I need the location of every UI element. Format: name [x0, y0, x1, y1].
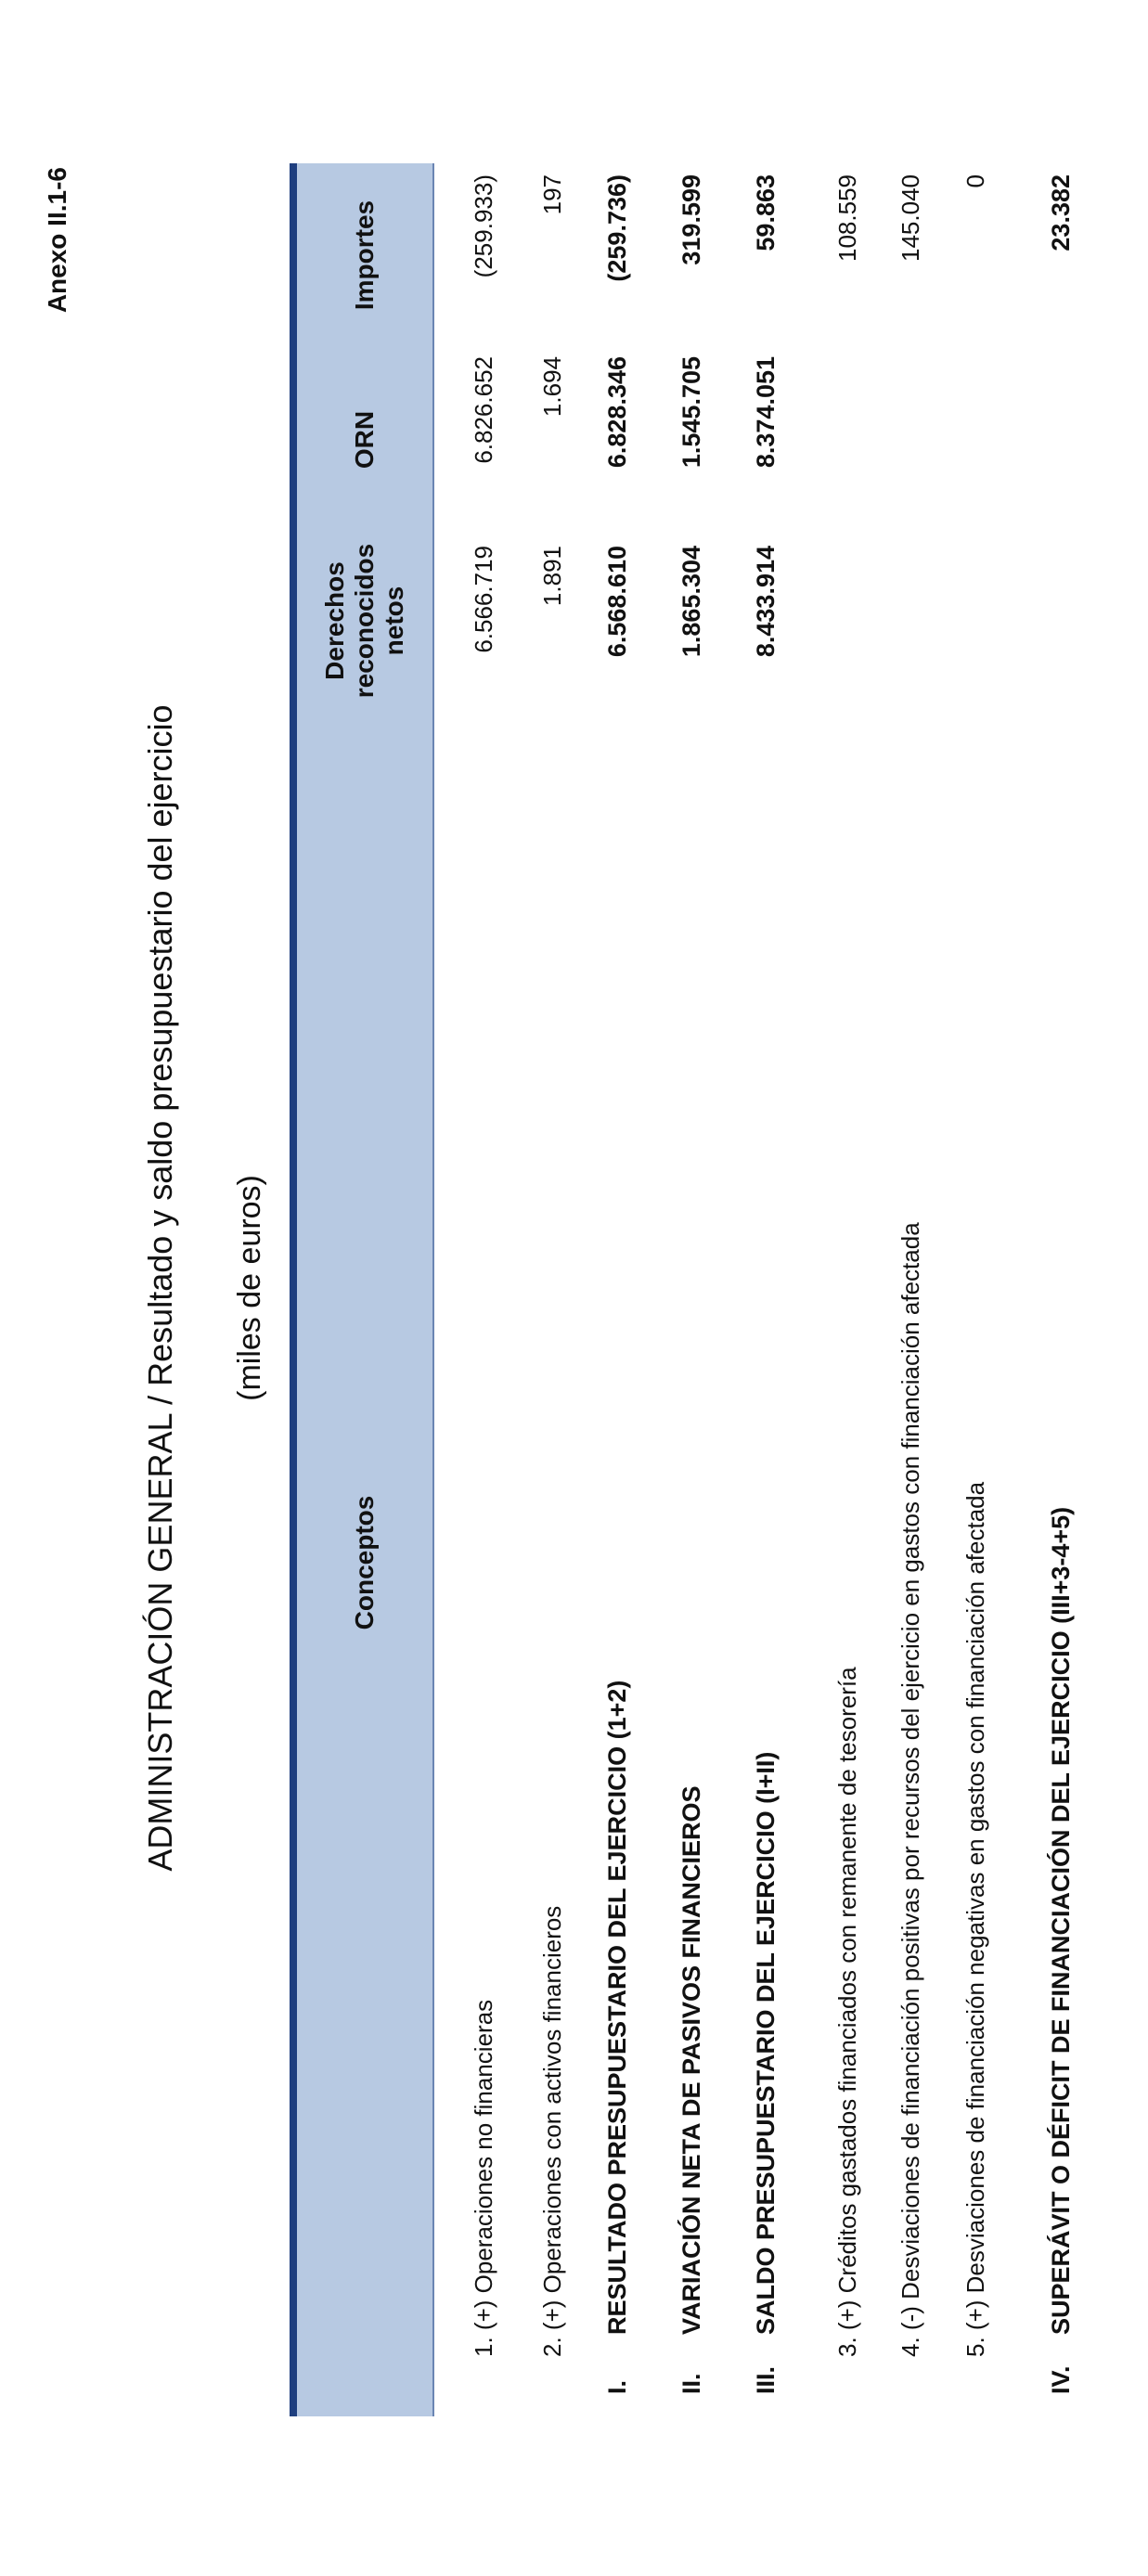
row-rights-value: 8.433.914 — [752, 546, 780, 658]
row-number: 2. — [538, 2337, 566, 2357]
row-number: I. — [603, 2379, 631, 2394]
row-label: SALDO PRESUPUESTARIO DEL EJERCICIO (I+II) — [752, 1751, 780, 2335]
table-row — [603, 163, 640, 2416]
row-amount-value: 145.040 — [896, 174, 924, 262]
row-rights-value: 1.865.304 — [677, 546, 705, 658]
table-row — [470, 163, 507, 2416]
row-number: 3. — [833, 2337, 861, 2357]
header-concepts: Conceptos — [350, 1495, 379, 1630]
table-row — [752, 163, 789, 2416]
row-orn-value: 6.826.652 — [470, 356, 497, 464]
row-amount-value: 23.382 — [1047, 174, 1075, 251]
row-label: SUPERÁVIT O DÉFICIT DE FINANCIACIÓN DEL EJERCICIO (III+3-4+5) — [1047, 1506, 1075, 2335]
row-amount-value: 197 — [538, 174, 566, 215]
row-number: 4. — [896, 2337, 924, 2357]
table-header — [290, 163, 434, 2416]
header-rights-line1: Derechos — [320, 561, 349, 680]
header-amounts: Importes — [350, 200, 379, 311]
row-orn-value: 1.545.705 — [677, 356, 705, 469]
row-label: RESULTADO PRESUPUESTARIO DEL EJERCICIO (1+2) — [603, 1680, 631, 2335]
units-subtitle: (miles de euros) — [232, 1175, 267, 1401]
table-row — [896, 163, 934, 2416]
row-orn-value: 8.374.051 — [752, 356, 780, 469]
row-number: 1. — [470, 2337, 497, 2357]
row-label: (+) Operaciones con activos financieros — [538, 1905, 566, 2331]
row-amount-value: 59.863 — [752, 174, 780, 251]
row-rights-value: 6.566.719 — [470, 546, 497, 653]
budget-table — [290, 163, 1148, 2416]
annex-label: Anexo II.1-6 — [43, 167, 71, 314]
row-number: II. — [677, 2373, 705, 2394]
row-amount-value: 0 — [961, 174, 989, 188]
row-rights-value: 1.891 — [538, 546, 566, 607]
row-number: III. — [752, 2365, 780, 2394]
row-label: (+) Desviaciones de financiación negativas en gastos con financiación afectada — [961, 1481, 989, 2331]
table-body — [434, 163, 1148, 2416]
table-row — [677, 163, 715, 2416]
row-number: 5. — [961, 2337, 989, 2357]
row-label: (+) Créditos gastados financiados con remanente de tesorería — [833, 1667, 861, 2331]
table-row — [538, 163, 575, 2416]
table-row — [1047, 163, 1084, 2416]
row-amount-value: (259.736) — [603, 174, 631, 282]
row-number: IV. — [1047, 2365, 1075, 2394]
header-rights — [297, 533, 432, 709]
row-amount-value: 108.559 — [833, 174, 861, 262]
header-rights-line2: reconocidos netos — [350, 543, 408, 699]
row-orn-value: 1.694 — [538, 356, 566, 418]
row-amount-value: (259.933) — [470, 174, 497, 278]
page-title: ADMINISTRACIÓN GENERAL / Resultado y saldo presupuestario del ejercicio — [141, 704, 179, 1872]
row-label: (-) Desviaciones de financiación positivas por recursos del ejercicio en gastos con financiación afectada — [896, 1222, 924, 2331]
header-orn: ORN — [350, 410, 379, 470]
row-amount-value: 319.599 — [677, 174, 705, 265]
table-row — [833, 163, 871, 2416]
table-row — [961, 163, 999, 2416]
row-label: (+) Operaciones no financieras — [470, 1999, 497, 2331]
row-rights-value: 6.568.610 — [603, 546, 631, 658]
row-label: VARIACIÓN NETA DE PASIVOS FINANCIEROS — [677, 1785, 705, 2335]
row-orn-value: 6.828.346 — [603, 356, 631, 469]
